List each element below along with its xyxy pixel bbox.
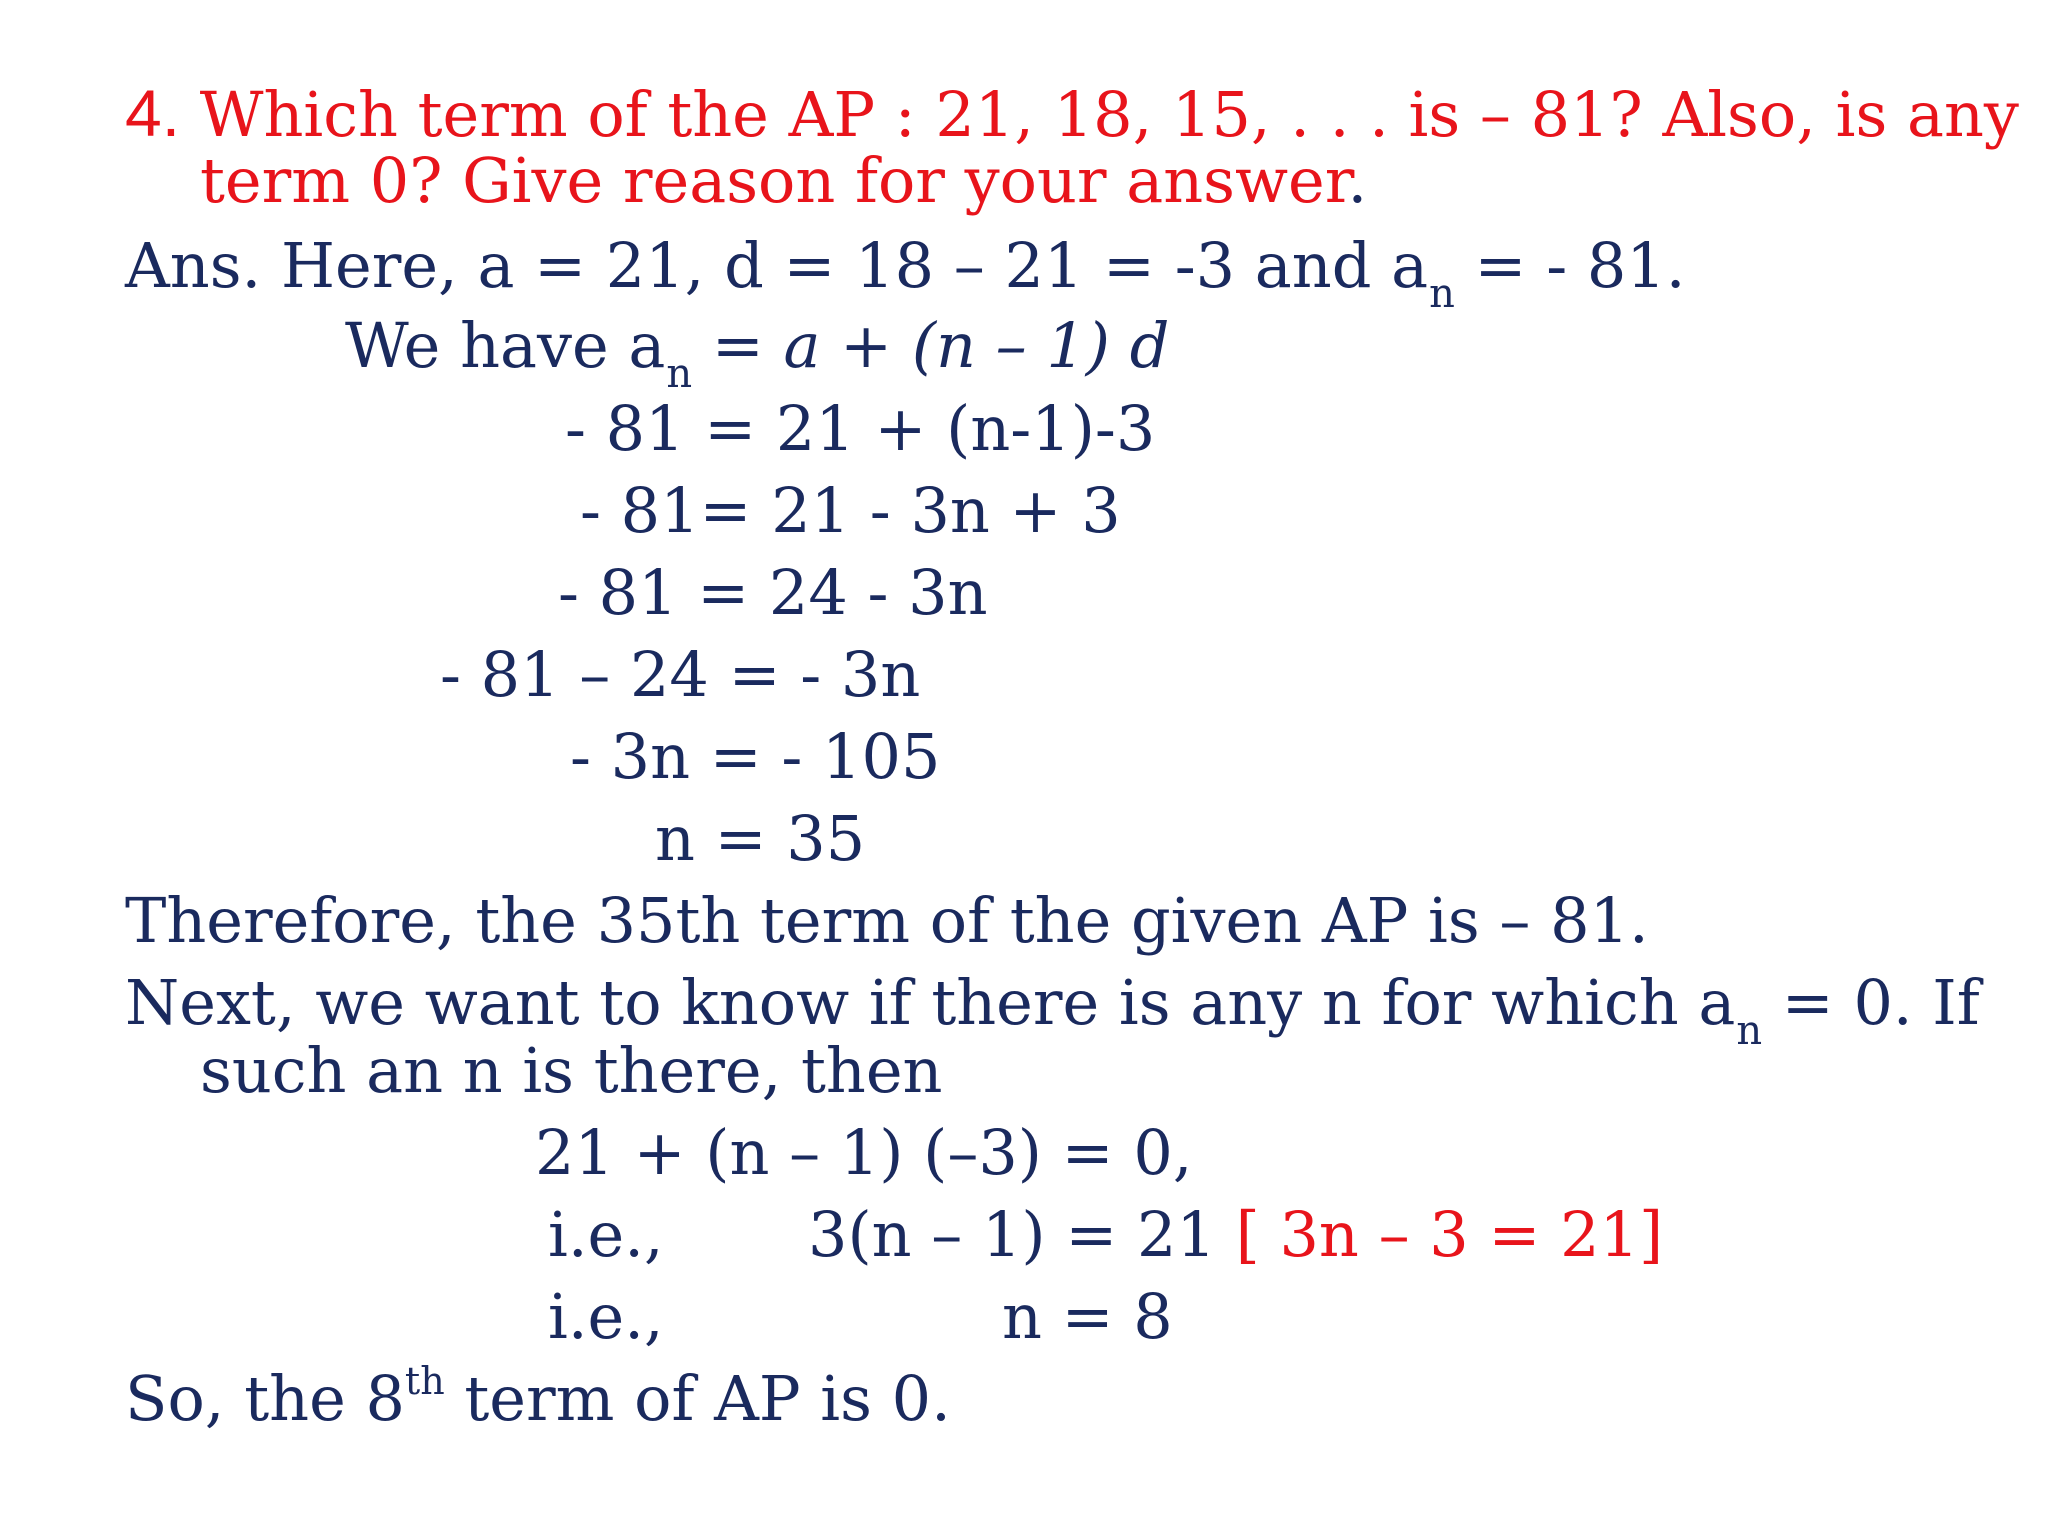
conclusion-line: [125, 1359, 951, 1435]
step-5: - 3n = - 105: [570, 720, 941, 793]
step-6: n = 35: [655, 802, 866, 875]
answer-given-text: Ans. Here, a = 21, d = 18 – 21 = -3 and a: [125, 229, 1429, 302]
question-number: 4.: [125, 76, 181, 150]
ie-label-2: i.e.,: [548, 1280, 664, 1353]
equation-3: n = 8: [1002, 1280, 1173, 1353]
answer-given-line: [125, 229, 1686, 317]
formula-subscript: n: [666, 351, 693, 397]
conclusion-prefix: So, the 8: [125, 1362, 405, 1435]
question-text-2: term 0? Give reason for your answer: [200, 144, 1348, 217]
next-subscript: n: [1736, 1008, 1763, 1054]
next-line-2: such an n is there, then: [200, 1034, 943, 1107]
equation-2: [808, 1198, 1664, 1271]
conclusion-suffix: term of AP is 0.: [444, 1362, 951, 1435]
answer-given-subscript: n: [1429, 271, 1455, 317]
conclusion-superscript: th: [404, 1359, 445, 1403]
formula-expression: = a + (n – 1) d: [692, 309, 1170, 382]
equation-1: 21 + (n – 1) (–3) = 0,: [535, 1116, 1193, 1189]
equation-2-text: 3(n – 1) = 21: [808, 1198, 1216, 1271]
formula-prefix: We have a: [345, 309, 666, 382]
formula-line: [345, 309, 1170, 397]
next-suffix: = 0. If: [1762, 966, 1980, 1039]
question-text-1: Which term of the AP : 21, 18, 15, . . . is – 81? Also, is any: [199, 78, 2019, 151]
equation-2-note: [ 3n – 3 = 21]: [1235, 1198, 1664, 1271]
next-line-1: [125, 966, 1980, 1054]
step-2: - 81= 21 - 3n + 3: [580, 474, 1121, 547]
answer-given-value: = - 81.: [1454, 229, 1686, 302]
question-period: .: [1347, 144, 1368, 217]
question-line-2: [200, 144, 1368, 217]
therefore-line: Therefore, the 35th term of the given AP is – 81.: [125, 884, 1649, 957]
ie-label-1: i.e.,: [548, 1198, 664, 1271]
step-3: - 81 = 24 - 3n: [558, 556, 988, 629]
step-1: - 81 = 21 + (n-1)-3: [565, 392, 1156, 465]
next-text: Next, we want to know if there is any n for which a: [125, 966, 1736, 1039]
step-4: - 81 – 24 = - 3n: [440, 638, 921, 711]
question-line-1: [125, 76, 2019, 151]
